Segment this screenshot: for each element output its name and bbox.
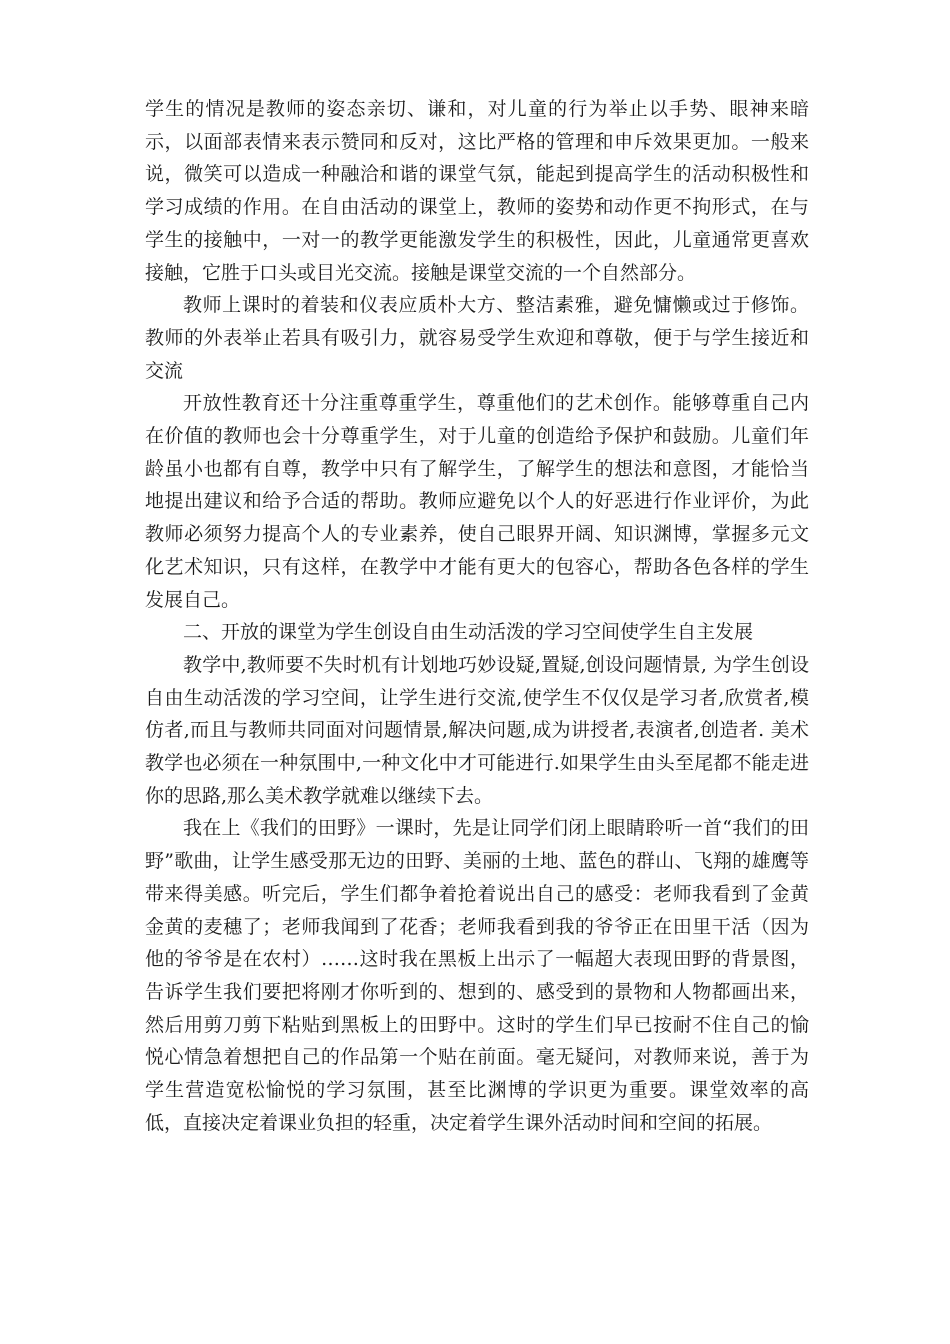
- section-heading-open-classroom: 二、开放的课堂为学生创设自由生动活泼的学习空间使学生自主发展: [183, 621, 754, 644]
- paragraph-teacher-appearance: 教师上课时的着装和仪表应质朴大方、整洁素雅，避免慵懒或过于修饰。教师的外表举止若具有吸引力，就容易受学生欢迎和尊敬，便于与学生接近和交流: [145, 294, 809, 382]
- paragraph-respect-students: 开放性教育还十分注重尊重学生，尊重他们的艺术创作。能够尊重自己内在价值的教师也会十分尊重学生，对于儿童的创造给予保护和鼓励。儿童们年龄虽小也都有自尊，教学中只有了解学生，了解学生的想法和意图，才能恰当地提出建议和给予合适的帮助。教师应避免以个人的好恶进行作业评价，为此教师必须努力提高个人的专业素养，使自己眼界开阔、知识渊博，掌握多元文化艺术知识，只有这样，在教学中才能有更大的包容心，帮助各色各样的学生发展自己。: [145, 392, 809, 611]
- document-body: [145, 93, 809, 1140]
- paragraph-continued: 学生的情况是教师的姿态亲切、谦和，对儿童的行为举止以手势、眼神来暗示，以面部表情来表示赞同和反对，这比严格的管理和申斥效果更加。一般来说，微笑可以造成一种融洽和谐的课堂气氛，能起到提高学生的活动积极性和学习成绩的作用。在自由活动的课堂上，教师的姿势和动作更不拘形式，在与学生的接触中，一对一的教学更能激发学生的积极性，因此，儿童通常更喜欢接触，它胜于口头或目光交流。接触是课堂交流的一个自然部分。: [145, 98, 809, 284]
- paragraph-our-fields-lesson: 我在上《我们的田野》一课时，先是让同学们闭上眼睛聆听一首“我们的田野”歌曲，让学生感受那无边的田野、美丽的土地、蓝色的群山、飞翔的雄鹰等带来得美感。听完后，学生们都争着抢着说出自己的感受：老师我看到了金黄金黄的麦穗了；老师我闻到了花香；老师我看到我的爷爷正在田里干活（因为他的爷爷是在农村）……这时我在黑板上出示了一幅超大表现田野的背景图，告诉学生我们要把将刚才你听到的、想到的、感受到的景物和人物都画出来，然后用剪刀剪下粘贴到黑板上的田野中。这时的学生们早已按耐不住自己的愉悦心情急着想把自己的作品第一个贴在前面。毫无疑问，对教师来说，善于为学生营造宽松愉悦的学习氛围，甚至比渊博的学识更为重要。课堂效率的高低，直接决定着课业负担的轻重，决定着学生课外活动时间和空间的拓展。: [145, 817, 809, 1134]
- paragraph-teaching-questions: 教学中,教师要不失时机有计划地巧妙设疑,置疑,创设问题情景, 为学生创设自由生动活泼的学习空间，让学生进行交流,使学生不仅仅是学习者,欣赏者,模仿者,而且与教师共同面对问题情景,解决问题,成为讲授者,表演者,创造者. 美术教学也必须在一种氛围中,一种文化中才可能进行.如果学生由头至尾都不能走进你的思路,那么美术教学就难以继续下去。: [145, 653, 809, 807]
